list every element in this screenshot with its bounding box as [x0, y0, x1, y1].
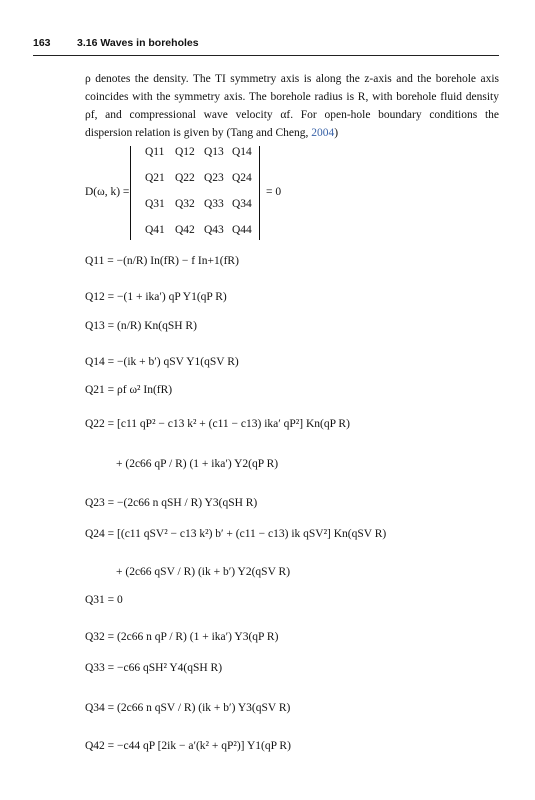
paragraph-tail: ): [334, 127, 339, 139]
determinant-rhs: = 0: [266, 186, 282, 198]
matrix-cell: Q34: [232, 198, 252, 210]
matrix-cell: Q31: [145, 198, 165, 210]
matrix-cell: Q24: [232, 172, 252, 184]
matrix-cell: Q22: [175, 172, 195, 184]
matrix-cell: Q33: [204, 198, 224, 210]
matrix-cell: Q32: [175, 198, 195, 210]
paragraph-text: ρ denotes the density. The TI symmetry axis is along the z-axis and the borehole axis coincides with the symmetry axis. The borehole radius is R, with borehole fluid density ρf, and compressional wave velocity αf. For open-hole boundary conditions the dispersion relation is given by (Tang and Cheng,: [85, 73, 499, 139]
equation-q34: Q34 = (2c66 n qSV / R) (ik + b′) Y3(qSV R): [85, 702, 291, 714]
matrix-cell: Q21: [145, 172, 165, 184]
matrix-cell: Q23: [204, 172, 224, 184]
determinant-matrix: [130, 146, 260, 240]
equation-q21: Q21 = ρf ω² In(fR): [85, 384, 173, 396]
citation-link[interactable]: 2004: [311, 127, 335, 139]
equation-q22-line1: Q22 = [c11 qP² − c13 k² + (c11 − c13) ika′ qP²] Kn(qP R): [85, 418, 350, 430]
equation-q32: Q32 = (2c66 n qP / R) (1 + ika′) Y3(qP R): [85, 631, 279, 643]
equation-q33: Q33 = −c66 qSH² Y4(qSH R): [85, 662, 223, 674]
equation-q14: Q14 = −(ik + b′) qSV Y1(qSV R): [85, 356, 239, 368]
matrix-cell: Q42: [175, 224, 195, 236]
matrix-cell: Q43: [204, 224, 224, 236]
section-title: 3.16 Waves in boreholes: [77, 37, 199, 49]
equation-q22-line2: + (2c66 qP / R) (1 + ika′) Y2(qP R): [116, 458, 279, 470]
determinant-lhs: D(ω, k) =: [85, 186, 130, 198]
matrix-cell: Q14: [232, 146, 252, 158]
equation-q13: Q13 = (n/R) Kn(qSH R): [85, 320, 197, 332]
matrix-cell: Q13: [204, 146, 224, 158]
page-number: 163: [33, 37, 51, 49]
header-rule: [33, 55, 499, 56]
equation-q24-line2: + (2c66 qSV / R) (ik + b′) Y2(qSV R): [116, 566, 291, 578]
intro-paragraph: [85, 70, 499, 142]
equation-q12: Q12 = −(1 + ika′) qP Y1(qP R): [85, 291, 227, 303]
matrix-cell: Q12: [175, 146, 195, 158]
equation-q24-line1: Q24 = [(c11 qSV² − c13 k²) b′ + (c11 − c13) ik qSV²] Kn(qSV R): [85, 528, 387, 540]
equation-q42: Q42 = −c44 qP [2ik − a′(k² + qP²)] Y1(qP R): [85, 740, 291, 752]
matrix-cell: Q41: [145, 224, 165, 236]
matrix-cell: Q11: [145, 146, 165, 158]
equation-q11: Q11 = −(n/R) In(fR) − f In+1(fR): [85, 255, 239, 267]
matrix-cell: Q44: [232, 224, 252, 236]
equation-q31: Q31 = 0: [85, 594, 123, 606]
equation-q23: Q23 = −(2c66 n qSH / R) Y3(qSH R): [85, 497, 258, 509]
